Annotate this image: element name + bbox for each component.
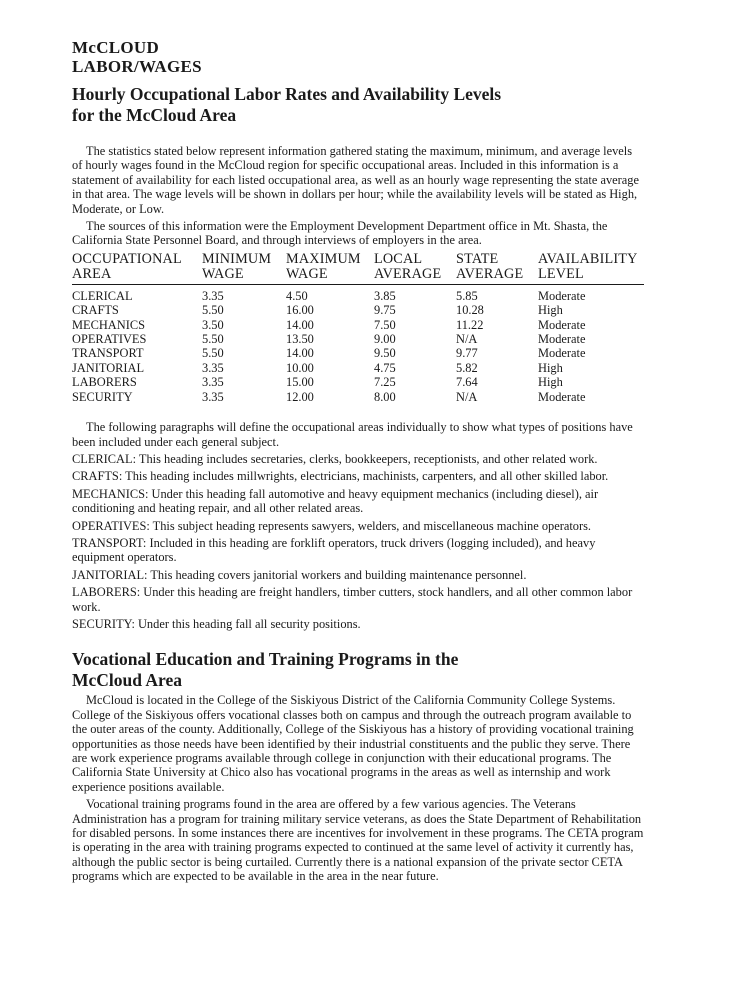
table-row: CRAFTS 5.50 16.00 9.75 10.28 High (72, 303, 563, 318)
intro-paragraph-2: The sources of this information were the Employment Development Department office in Mt. Shasta, the California State Personnel Board, and through interviews of employers in the area. (72, 219, 608, 248)
table-row: SECURITY 3.35 12.00 8.00 N/A Moderate (72, 389, 586, 404)
vocational-paragraph-1: McCloud is located in the College of the Siskiyous District of the California Community College Systems. College of the Siskiyous offers vocational classes both on campus and through the outreach program available to the outer areas of the county. Additionally, College of the Siskiyous has a history of providing vocational training opportunities as those needs have been identified by their industrial constituents and the public they serve. There are work experience programs available through college in conjunction with their educational programs. The California State University at Chico also has vocational programs in the areas as well as internship and work experience positions available. (72, 693, 634, 794)
wage-table-header-row (72, 252, 644, 285)
wage-table (72, 252, 644, 404)
title-line-1: McCLOUD (72, 38, 160, 57)
definition-security: SECURITY: Under this heading fall all security positions. (72, 616, 361, 631)
vocational-paragraph-2: Vocational training programs found in the area are offered by a few various agencies. The Veterans Administration has a program for training military service veterans, as does the State Department of Rehabilitation for disabled persons. In some instances there are incentives for involvement in these programs. The CETA program is operating in the area with training programs expected to continued at the same level of activity it currently has, although the public sector is being curtailed. Currently there is a national expansion of the private sector CETA programs which are expected to be available in the area in the near future. (72, 797, 644, 884)
table-row: JANITORIAL 3.35 10.00 4.75 5.82 High (72, 360, 563, 375)
definition-clerical: CLERICAL: This heading includes secretaries, clerks, bookkeepers, receptionists, and other related work. (72, 451, 598, 466)
document-page (72, 38, 644, 884)
definition-transport: TRANSPORT: Included in this heading are forklift operators, truck drivers (logging included), and heavy equipment operators. (72, 535, 596, 565)
table-row: OPERATIVES 5.50 13.50 9.00 N/A Moderate (72, 332, 586, 347)
col-header-availability: AVAILABILITY LEVEL (538, 250, 638, 283)
definition-operatives: OPERATIVES: This subject heading represents sawyers, welders, and miscellaneous machine operators. (72, 518, 592, 533)
definitions-intro: The following paragraphs will define the occupational areas individually to show what types of positions have been included under each general subject. (72, 420, 633, 449)
table-row: TRANSPORT 5.50 14.00 9.50 9.77 Moderate (72, 346, 586, 361)
document-title (72, 38, 644, 76)
definition-laborers: LABORERS: Under this heading are freight handlers, timber cutters, stock handlers, and all other common labor work. (72, 585, 633, 614)
section-heading-labor-rates (72, 84, 644, 126)
section-heading-line-2: McCloud Area (72, 670, 183, 691)
section-heading-vocational (72, 649, 644, 691)
section-heading-line-1: Hourly Occupational Labor Rates and Availability Levels (72, 84, 502, 104)
definition-mechanics: MECHANICS: Under this heading fall automotive and heavy equipment mechanics (including diesel), air conditioning and heating repair, and all other related areas. (72, 486, 599, 516)
col-header-min-wage: MINIMUM WAGE (202, 250, 272, 283)
table-row: CLERICAL 3.35 4.50 3.85 5.85 Moderate (72, 288, 586, 303)
definition-crafts: CRAFTS: This heading includes millwrights, electricians, machinists, carpenters, and all other skilled labor. (72, 469, 609, 484)
col-header-area: OCCUPATIONAL AREA (72, 250, 182, 283)
table-row: LABORERS 3.35 15.00 7.25 7.64 High (72, 375, 563, 390)
definition-janitorial: JANITORIAL: This heading covers janitorial workers and building maintenance personnel. (72, 567, 527, 582)
col-header-max-wage: MAXIMUM WAGE (286, 250, 361, 283)
section-heading-line-1: Vocational Education and Training Programs in the (72, 649, 459, 670)
section-heading-line-2: for the McCloud Area (72, 105, 237, 125)
title-line-2: LABOR/WAGES (72, 57, 202, 76)
col-header-state-average: STATE AVERAGE (456, 250, 524, 283)
intro-paragraph-1: The statistics stated below represent information gathered stating the maximum, minimum, and average levels of hourly wages found in the McCloud region for specific occupational areas. Included in this information is a statement of availability for each listed occupational area, as well as an hourly wage representing the state average in that area. The wage levels will be shown in dollars per hour; while the availability levels will be stated as High, Moderate, or Low. (72, 144, 639, 216)
col-header-local-average: LOCAL AVERAGE (374, 250, 442, 283)
table-row: MECHANICS 3.50 14.00 7.50 11.22 Moderate (72, 317, 586, 332)
